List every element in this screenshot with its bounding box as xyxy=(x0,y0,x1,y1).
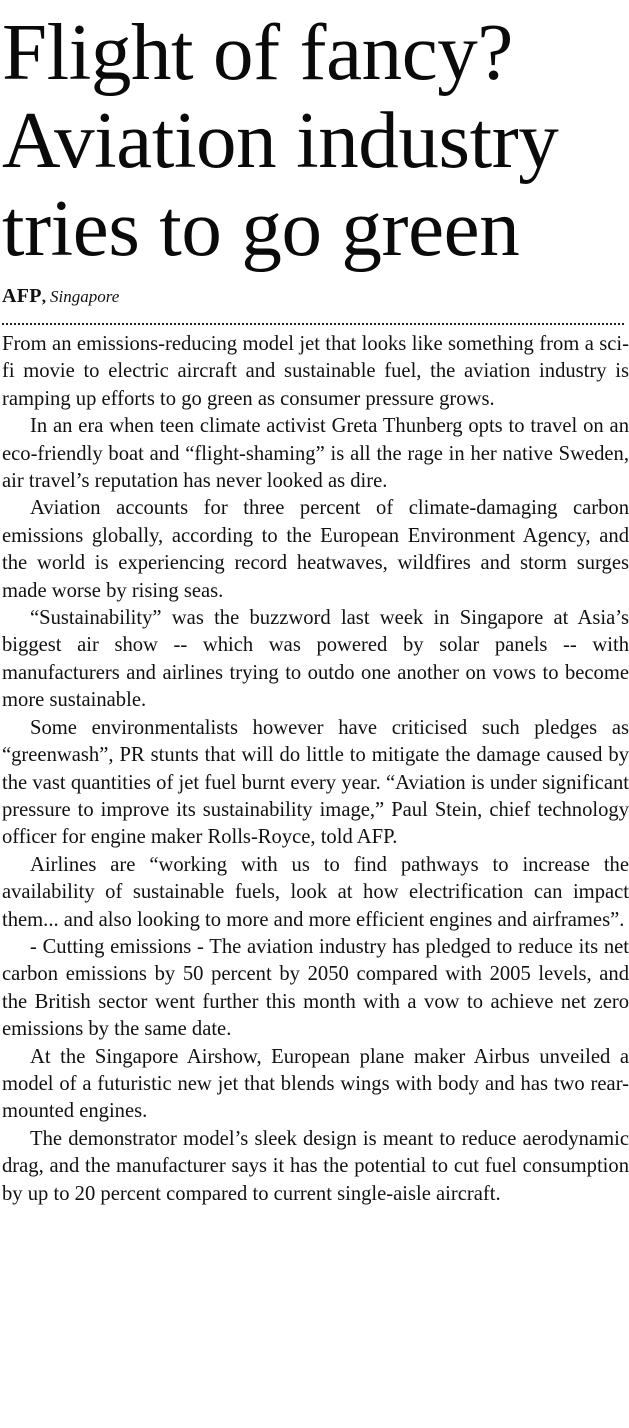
article-paragraph: Some environmentalists however have criticised such pledges as “greenwash”, PR stunts that will do little to mitigate the damage caused by the vast quantities of jet fuel burnt every year. “Aviation is under significant pressure to improve its sustainability image,” Paul Stein, chief technology officer for engine maker Rolls-Royce, told AFP. xyxy=(2,716,629,849)
dotted-divider xyxy=(2,313,624,325)
headline-line-3: tries to go green xyxy=(2,183,520,273)
article-paragraph: “Sustainability” was the buzzword last week in Singapore at Asia’s biggest air show -- which was powered by solar panels -- with manufacturers and airlines trying to outdo one another on vows to become more sustainable. xyxy=(2,607,629,712)
article-body xyxy=(2,331,629,1208)
article-paragraph: Aviation accounts for three percent of climate-damaging carbon emissions globally, according to the European Environment Agency, and the world is experiencing record heatwaves, wildfires and storm surges made worse by rising seas. xyxy=(2,497,629,602)
byline-location: Singapore xyxy=(50,287,120,306)
byline-agency: AFP xyxy=(2,285,42,307)
article-paragraph: - Cutting emissions - The aviation industry has pledged to reduce its net carbon emissions by 50 percent by 2050 compared with 2005 levels, and the British sector went further this month with a vow to achieve net zero emissions by the same date. xyxy=(2,935,629,1041)
article-paragraph: Airlines are “working with us to find pathways to increase the availability of sustainable fuels, look at how electrification can impact them... and also looking to more and more efficient engines and airframes”. xyxy=(2,853,629,931)
headline xyxy=(2,8,629,272)
article-paragraph: In an era when teen climate activist Greta Thunberg opts to travel on an eco-friendly boat and “flight-shaming” is all the rage in her native Sweden, air travel’s reputation has never looked as dire. xyxy=(2,415,629,493)
headline-line-1: Flight of fancy? xyxy=(2,7,513,97)
byline xyxy=(2,286,629,307)
article-paragraph: From an emissions-reducing model jet that looks like something from a sci-fi movie to electric aircraft and sustainable fuel, the aviation industry is ramping up efforts to go green as consumer pressure grows. xyxy=(2,333,629,410)
byline-separator: , xyxy=(41,287,47,306)
headline-line-2: Aviation industry xyxy=(2,95,559,185)
article-paragraph: The demonstrator model’s sleek design is meant to reduce aerodynamic drag, and the manufacturer says it has the potential to cut fuel consumption by up to 20 percent compared to current single-aisle aircraft. xyxy=(2,1127,629,1205)
news-article xyxy=(0,8,629,1428)
article-paragraph: At the Singapore Airshow, European plane maker Airbus unveiled a model of a futuristic new jet that blends wings with body and has two rear-mounted engines. xyxy=(2,1045,629,1123)
